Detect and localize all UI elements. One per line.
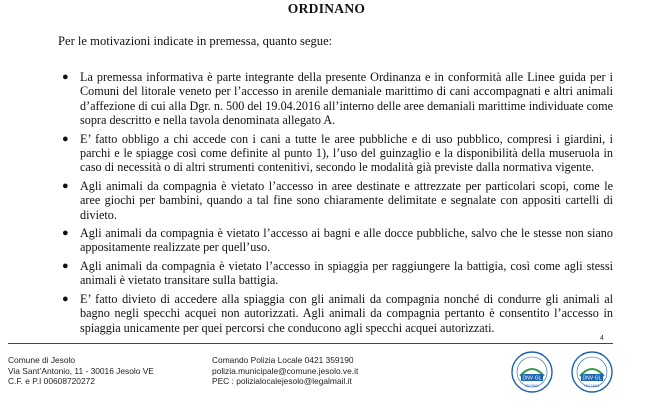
bullet-text-line: aree giochi per bambini, quando a tal fine sono chiaramente delimitate e segnalate con appositi cartelli di <box>80 193 613 208</box>
certification-seal-icon <box>510 350 554 394</box>
bullet-dot-icon: ● <box>62 292 69 305</box>
ordinance-bullet <box>58 226 613 255</box>
footer-police-phone: Comando Polizia Locale 0421 359190 <box>212 355 354 365</box>
bullet-text-line: vigente. <box>555 160 595 175</box>
document-title: ORDINANO <box>287 1 366 16</box>
bullet-text-line: i Comuni del litorale veneto per l’accesso in arenile demaniale marittimo di cani accompagnati e altri <box>80 70 613 99</box>
certification-seal-icon <box>570 350 614 394</box>
bullet-dot-icon: ● <box>62 227 69 240</box>
bullet-dot-icon: ● <box>62 132 69 145</box>
ordinance-bullet <box>58 70 613 128</box>
bullet-text-line: individuate come sopra descritto e nella tavola denominata allegato A. <box>80 98 614 128</box>
bullet-text-line: Agli animali da compagnia è vietato l’accesso in aree destinate e attrezzate per particolari scopi, come le <box>80 178 613 193</box>
bullet-text-line: animali d’affezione di cui alla Dgr. n. 500 del 19.04.2016 all’interno delle aree demaniali marittime <box>80 84 613 113</box>
intro-text: Per le motivazioni indicate in premessa, quanto segue: <box>58 34 333 48</box>
footer-municipality: Comune di Jesolo <box>8 355 76 365</box>
bullet-dot-icon: ● <box>62 259 69 272</box>
page-number: 4 <box>600 335 604 342</box>
footer-tax-code: C.F. e P.I 00608720272 <box>8 376 95 387</box>
footer-email-link[interactable]: polizia.municipale@comune.jesolo.ve.it <box>212 365 359 376</box>
cert2-mark: DNV·GL <box>582 375 602 382</box>
ordinance-bullet <box>58 259 613 288</box>
ordinance-bullet <box>58 292 613 335</box>
cert2-code: ISO 14001 <box>584 384 600 388</box>
bullet-text-line: Agli animali da compagnia è vietato l’accesso in spiaggia per raggiungere la battigia, così come agli <box>80 258 583 273</box>
cert1-mark: DNV·GL <box>522 375 542 382</box>
bullet-text-line: siano appositamente realizzate per quell’uso. <box>80 226 613 255</box>
bullet-text-line: bagno negli specchi acquei non autorizzati. Agli animali da compagnia pertanto è consentito l’accesso in <box>80 306 613 321</box>
bullet-text-line: E’ fatto divieto di accedere alla spiaggia con gli animali da compagnia nonché di condurre gli animali al <box>80 291 613 306</box>
bullet-text-line: stessi animali è vietato transitare sulla battigia. <box>80 258 614 288</box>
bullet-text-line: La premessa informativa è parte integrante della presente Ordinanza e in conformità alle Linee guida per <box>80 70 606 84</box>
footer-street: Via Sant’Antonio, 11 - 30016 Jesolo VE <box>8 365 154 376</box>
bullet-text-line: parchi e le spiagge così come definite al punto 1), l’uso del guinzaglio e la disponibilità della museruola <box>80 146 600 161</box>
bullet-text-line: spiaggia unicamente per quei percorsi che conducono agli specchi acquei autorizzati. <box>80 320 495 335</box>
ordinance-bullet <box>58 132 613 175</box>
footer-contacts <box>212 355 358 387</box>
footer-pec-link[interactable]: PEC : polizialocalejesolo@legalmail.it <box>212 376 352 387</box>
bullet-text-line: E’ fatto obbligo a chi accede con i cani a tutte le aree pubbliche e di uso pubblico, compresi i giardini, i <box>80 131 613 146</box>
bullet-dot-icon: ● <box>62 71 69 83</box>
bullet-text-line: Agli animali da compagnia è vietato l’accesso ai bagni e alle docce pubbliche, salvo che le stesse non <box>80 226 584 241</box>
cert1-code: ISO 9001 <box>525 384 539 388</box>
bullet-text-line: divieto. <box>80 207 117 222</box>
footer-divider <box>8 343 613 344</box>
footer-address <box>8 355 154 387</box>
ordinance-bullet-list <box>58 70 613 339</box>
ordinance-bullet <box>58 179 613 222</box>
bullet-dot-icon: ● <box>62 179 69 192</box>
bullet-text-line: in caso di necessità o di altri strumenti contenitivi, secondo le modalità già previste dalla normativa <box>80 146 613 175</box>
